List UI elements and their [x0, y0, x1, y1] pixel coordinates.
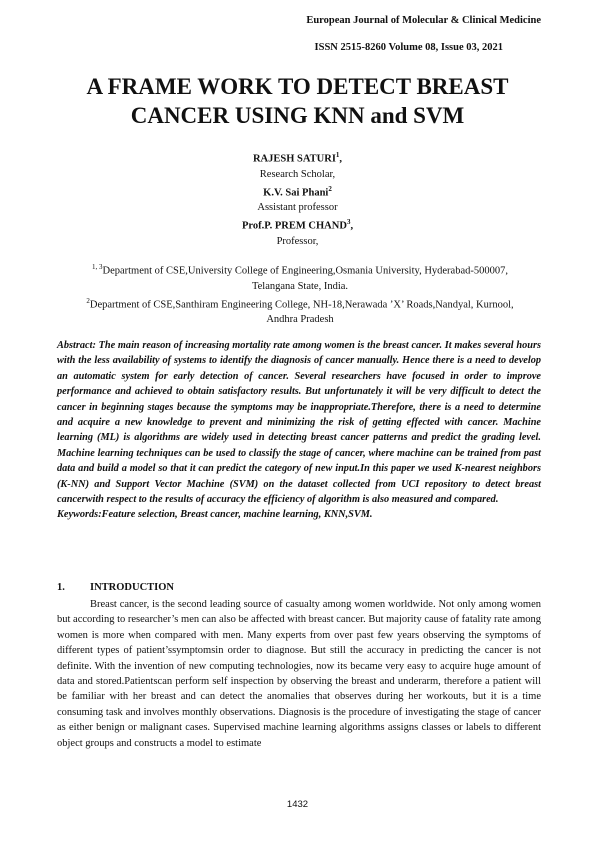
- introduction-paragraph: Breast cancer, is the second leading source of casualty among women worldwide. Not only among women but according to researcher’s men can also be affected with breast cancer. But majority cause of fatality rate among women is more when compared with men. Many experts from over past few years observing the symptoms of different types of patient’ssymptomsin order to diagnose. But still the accuracy in predicting the cancer is not definite. With the invention of new computing technologies, now its became very easy to acquire huge amount of data and stored.Patientscan perform self inspection by observing the breast and underarm, therefore a patient will be familiar with her breast and can detect the anomalies that observes during her workouts, but it is a time consuming task and involves monthly observations. Diagnosis is the procedure of investigating the stage of cancer as either benign or malignant cases. Supervised machine learning algorithms assigns classes or labels to different object groups and constructs a model to estimate: [57, 599, 541, 749]
- journal-name: European Journal of Molecular & Clinical Medicine: [306, 15, 541, 26]
- keywords: Keywords:Feature selection, Breast cancer, machine learning, KNN,SVM.: [57, 509, 373, 521]
- author-role-1: Research Scholar,: [259, 168, 336, 180]
- author-role-2: Assistant professor: [257, 202, 338, 213]
- page-number: 1432: [286, 799, 309, 810]
- paper-title: [60, 72, 535, 130]
- title-line-1: A FRAME WORK TO DETECT BREAST: [86, 74, 509, 99]
- affiliations: [50, 260, 550, 327]
- affiliation-1-line-2: Telangana State, India.: [251, 280, 349, 292]
- introduction-body: [57, 597, 541, 751]
- section-number: 1.: [57, 582, 65, 593]
- author-block: [0, 148, 595, 249]
- abstract-text: Abstract: The main reason of increasing mortality rate among women is the breast cancer. It makes several hours with the less availability of systems to identify the diagnosis of cancer manually. Hence there is a need to develop an automatic system for early detection of cancer. Several researchers have focused in order to improve performance and achieved to obtain satisfactory results. But unfortunately it will be very difficult to detect the cancer in beginning stages because the symptoms may be inappropriate.Therefore, there is a need to determine and acquire a new knowledge to prevent and minimizing the risk of getting effected with cancer. Machine learning (ML) is algorithms are widely used in detecting breast cancer patterns and predict the grading level. Machine learning techniques can be used to classify the stage of cancer, where machine can be trained from past data and build a model so that it can predict the category of new input.In this paper we used K-nearest neighbors (K-NN) and Support Vector Machine (SVM) on the dataset collected from UCI repository to detect breast cancerwith respect to the results of accuracy the efficiency of algorithm is also measured and compared.: [57, 340, 541, 506]
- author-name-1: RAJESH SATURI$^1$,: [252, 151, 343, 165]
- section-title: INTRODUCTION: [90, 582, 175, 593]
- section-heading-introduction: [57, 582, 174, 593]
- affiliation-2-line-2: Andhra Pradesh: [266, 314, 334, 325]
- issn-volume-line: ISSN 2515-8260 Volume 08, Issue 03, 2021: [314, 42, 503, 53]
- affiliation-1: $^{1, 3}$Department of CSE,University College of Engineering,Osmania University, Hyderabad-500007,: [91, 263, 509, 277]
- affiliation-2: $^2$Department of CSE,Santhiram Engineering College, NH-18,Nerawada ’X’ Roads,Nandyal, Kurnool,: [86, 296, 514, 310]
- author-name-3: Prof.P. PREM CHAND$^3$,: [241, 218, 354, 232]
- author-name-2: K.V. Sai Phani$^2$: [263, 184, 332, 198]
- title-line-2: CANCER USING KNN and SVM: [130, 103, 465, 128]
- abstract: [57, 338, 541, 523]
- author-role-3: Professor,: [276, 235, 319, 247]
